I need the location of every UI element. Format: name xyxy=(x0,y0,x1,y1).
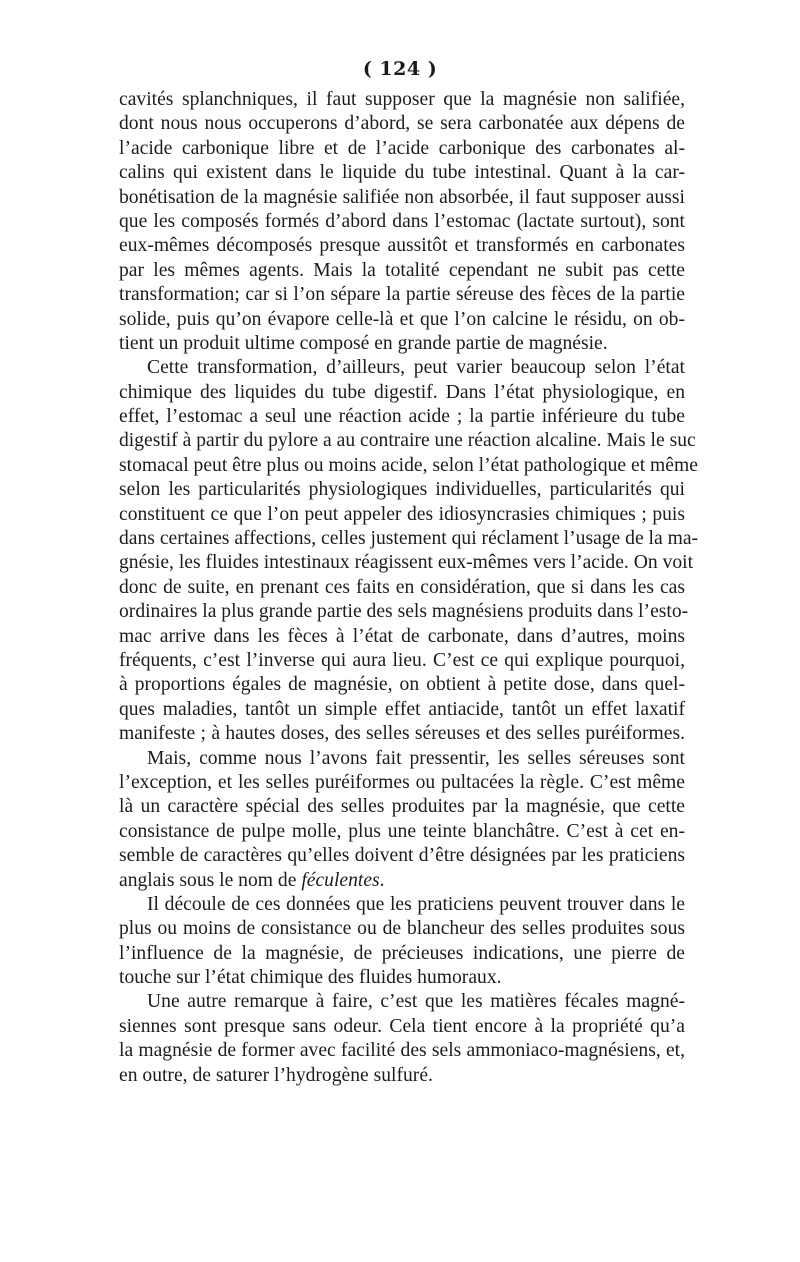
text-line: manifeste ; à hautes doses, des selles séreuses et des selles puréiformes. xyxy=(119,723,685,745)
text-line: consistance de pulpe molle, plus une teinte blanchâtre. C’est à cet en- xyxy=(119,820,685,842)
paragraph xyxy=(119,88,685,356)
text-line: transformation; car si l’on sépare la partie séreuse des fèces de la partie xyxy=(119,284,685,306)
body-text xyxy=(119,88,699,1088)
text-line: constituent ce que l’on peut appeler des idiosyncrasies chimiques ; puis xyxy=(119,503,685,525)
text-line: à proportions égales de magnésie, on obtient à petite dose, dans quel- xyxy=(119,674,685,696)
text-line: tient un produit ultime composé en grande partie de magnésie. xyxy=(119,332,608,354)
text-line: Une autre remarque à faire, c’est que les matières fécales magné- xyxy=(147,991,685,1013)
text-line: que les composés formés d’abord dans l’estomac (lactate surtout), sont xyxy=(119,210,685,232)
text-line: effet, l’estomac a seul une réaction acide ; la partie inférieure du tube xyxy=(119,406,685,428)
text-line: calins qui existent dans le liquide du tube intestinal. Quant à la car- xyxy=(119,162,685,184)
text-line: dont nous nous occuperons d’abord, se sera carbonatée aux dépens de xyxy=(119,113,685,135)
text-line: touche sur l’état chimique des fluides humoraux. xyxy=(119,967,502,989)
paragraph xyxy=(119,893,685,991)
text-line: mac arrive dans les fèces à l’état de carbonate, dans d’autres, moins xyxy=(119,625,685,647)
text-line: bonétisation de la magnésie salifiée non absorbée, il faut supposer aussi xyxy=(119,186,685,208)
text-line: Cette transformation, d’ailleurs, peut varier beaucoup selon l’état xyxy=(147,357,685,379)
text-line: par les mêmes agents. Mais la totalité cependant ne subit pas cette xyxy=(119,259,685,281)
text-line: eux-mêmes décomposés presque aussitôt et transformés en carbonates xyxy=(119,235,685,257)
text-line xyxy=(119,869,685,893)
text-line: fréquents, c’est l’inverse qui aura lieu. C’est ce qui explique pourquoi, xyxy=(119,649,685,671)
text-line: dans certaines affections, celles justement qui réclament l’usage de la ma- xyxy=(119,528,699,550)
text-line: ordinaires la plus grande partie des sels magnésiens produits dans l’esto- xyxy=(119,601,689,623)
text-line: chimique des liquides du tube digestif. Dans l’état physiologique, en xyxy=(119,381,685,403)
page-number: ( 124 ) xyxy=(362,58,438,80)
paragraph xyxy=(119,747,685,893)
text-line: Il découle de ces données que les praticiens peuvent trouver dans le xyxy=(147,893,685,915)
italic-term: féculentes xyxy=(301,869,380,891)
text-line: Mais, comme nous l’avons fait pressentir, les selles séreuses sont xyxy=(147,747,685,769)
text-line: gnésie, les fluides intestinaux réagissent eux-mêmes vers l’acide. On voit xyxy=(119,552,694,574)
text-line: digestif à partir du pylore a au contraire une réaction alcaline. Mais le suc xyxy=(119,430,696,452)
text-line: semble de caractères qu’elles doivent d’être désignées par les praticiens xyxy=(119,845,685,867)
text-line: solide, puis qu’on évapore celle-là et que l’on calcine le résidu, on ob- xyxy=(119,308,685,330)
text-line: plus ou moins de consistance ou de blancheur des selles produites sous xyxy=(119,918,685,940)
text-segment: anglais sous le nom de xyxy=(119,869,302,891)
text-segment: . xyxy=(379,869,385,891)
text-line: en outre, de saturer l’hydrogène sulfuré. xyxy=(119,1064,433,1086)
paragraph xyxy=(119,990,685,1088)
text-line: selon les particularités physiologiques individuelles, particularités qui xyxy=(119,479,685,501)
text-line: siennes sont presque sans odeur. Cela tient encore à la propriété qu’a xyxy=(119,1015,685,1037)
text-line: donc de suite, en prenant ces faits en considération, que si dans les cas xyxy=(119,576,685,598)
text-line: l’acide carbonique libre et de l’acide carbonique des carbonates al- xyxy=(119,137,685,159)
text-line: cavités splanchniques, il faut supposer que la magnésie non salifiée, xyxy=(119,89,685,110)
paragraph xyxy=(119,356,699,746)
text-line: l’exception, et les selles puréiformes ou pultacées la règle. C’est même xyxy=(119,771,685,793)
text-line: ques maladies, tantôt un simple effet antiacide, tantôt un effet laxatif xyxy=(119,698,685,720)
text-line: l’influence de la magnésie, de précieuses indications, une pierre de xyxy=(119,942,685,964)
text-line: là un caractère spécial des selles produites par la magnésie, que cette xyxy=(119,796,685,818)
text-line: la magnésie de former avec facilité des sels ammoniaco-magnésiens, et, xyxy=(119,1040,685,1062)
text-line: stomacal peut être plus ou moins acide, selon l’état pathologique et même xyxy=(119,454,698,476)
